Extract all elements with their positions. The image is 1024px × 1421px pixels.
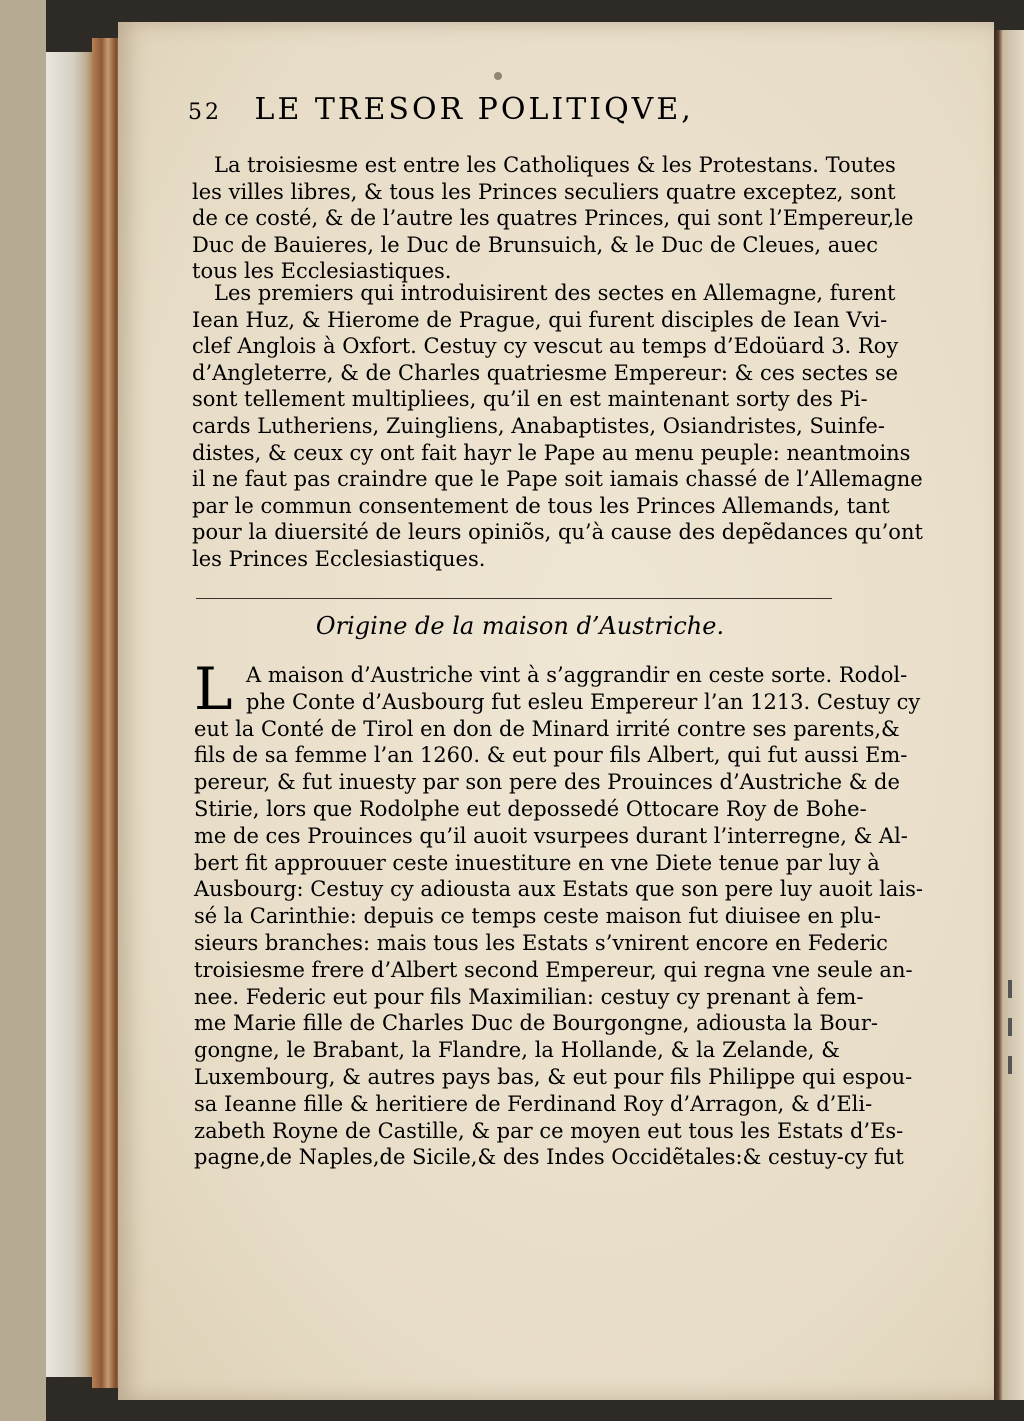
text-line: cards Lutheriens, Zuingliens, Anabaptistes, Osiandristes, Suinfe- — [192, 413, 885, 438]
text-line: Iean Huz, & Hierome de Prague, qui furent disciples de Iean Vvi- — [192, 307, 888, 332]
text-line: les Princes Ecclesiastiques. — [192, 546, 486, 571]
text-line: Ausbourg: Cestuy cy adiousta aux Estats que son pere luy auoit lais- — [194, 877, 923, 902]
text-line: sieurs branches: mais tous les Estats s’vnirent encore en Federic — [194, 930, 888, 955]
facing-page-marks — [1002, 960, 1018, 1110]
text-line: Luxembourg, & autres pays bas, & eut pour fils Philippe qui espou- — [194, 1064, 913, 1089]
text-line: Les premiers qui introduisirent des sectes en Allemagne, furent — [214, 281, 896, 305]
running-head — [188, 92, 868, 152]
text-line: me de ces Prouinces qu’il auoit vsurpees durant l’interregne, & Al- — [194, 823, 908, 848]
text-line: les villes libres, & tous les Princes seculiers quatre exceptez, sont — [192, 179, 896, 204]
text-line: phe Conte d’Ausbourg fut esleu Empereur l’an 1213. Cestuy cy — [246, 689, 921, 714]
text-line: zabeth Royne de Castille, & par ce moyen eut tous les Estats d’Es- — [194, 1118, 904, 1143]
text-line: eut la Conté de Tirol en don de Minard irrité contre ses parents,& — [194, 716, 900, 741]
ink-mark — [1008, 980, 1012, 998]
text-line: A maison d’Austriche vint à s’aggrandir en ceste sorte. Rodol- — [246, 663, 908, 687]
text-line: nee. Federic eut pour fils Maximilian: cestuy cy prenant à fem- — [194, 984, 864, 1009]
text-line: gongne, le Brabant, la Flandre, la Hollande, & la Zelande, & — [194, 1038, 840, 1063]
text-line: troisiesme frere d’Albert second Empereur, qui regna vne seule an- — [194, 957, 913, 982]
book-cover-board — [0, 0, 46, 1421]
right-page-edge — [994, 30, 1024, 1400]
paragraph-2 — [192, 280, 923, 573]
paragraph-3 — [194, 655, 923, 1171]
page-title: LE TRESOR POLITIQVE, — [254, 92, 694, 127]
text-line: tous les Ecclesiastiques. — [192, 259, 452, 284]
text-line: il ne faut pas craindre que le Pape soit iamais chassé de l’Allemagne — [192, 467, 923, 492]
text-line: d’Angleterre, & de Charles quatriesme Empereur: & ces sectes se — [192, 360, 899, 385]
text-line: fils de sa femme l’an 1260. & eut pour fils Albert, qui fut aussi Em- — [194, 743, 908, 768]
text-line: sont tellement multipliees, qu’il en est maintenant sorty des Pi- — [192, 387, 868, 412]
section-heading: Origine de la maison d’Austriche. — [315, 612, 725, 640]
text-line: bert fit approuuer ceste inuestiture en vne Diete tenue par luy à — [194, 850, 880, 875]
text-line: de ce costé, & de l’autre les quatres Princes, qui sont l’Empereur,le — [192, 206, 914, 231]
text-line: pagne,de Naples,de Sicile,& des Indes Occidẽtales:& cestuy-cy fut — [194, 1145, 904, 1170]
ink-mark — [1008, 1056, 1012, 1074]
text-line: sa Ieanne fille & heritiere de Ferdinand Roy d’Arragon, & d’Eli- — [194, 1091, 873, 1116]
page-number: 52 — [188, 100, 222, 125]
ink-spot — [494, 72, 502, 80]
left-page-stack — [46, 52, 96, 1377]
section-divider — [196, 598, 832, 599]
text-line: sé la Carinthie: depuis ce temps ceste maison fut diuisee en plu- — [194, 904, 881, 929]
drop-capital: L — [194, 655, 233, 723]
text-line: pour la diuersité de leurs opiniõs, qu’à cause des depẽdances qu’ont — [192, 520, 923, 545]
text-line: me Marie fille de Charles Duc de Bourgongne, adiousta la Bour- — [194, 1011, 878, 1036]
paragraph-1 — [192, 152, 914, 285]
text-line: pereur, & fut inuesty par son pere des Prouinces d’Austriche & de — [194, 770, 900, 795]
text-line: par le commun consentement de tous les Princes Allemands, tant — [192, 493, 890, 518]
ink-mark — [1008, 1018, 1012, 1036]
text-line: distes, & ceux cy ont fait hayr le Pape au menu peuple: neantmoins — [192, 440, 911, 465]
text-line: clef Anglois à Oxfort. Cestuy cy vescut au temps d’Edoüard 3. Roy — [192, 334, 899, 359]
text-line: La troisiesme est entre les Catholiques & les Protestans. Toutes — [214, 153, 896, 177]
text-line: Duc de Bauieres, le Duc de Brunsuich, & le Duc de Cleues, auec — [192, 232, 878, 257]
text-line: Stirie, lors que Rodolphe eut depossedé Ottocare Roy de Bohe- — [194, 796, 867, 821]
